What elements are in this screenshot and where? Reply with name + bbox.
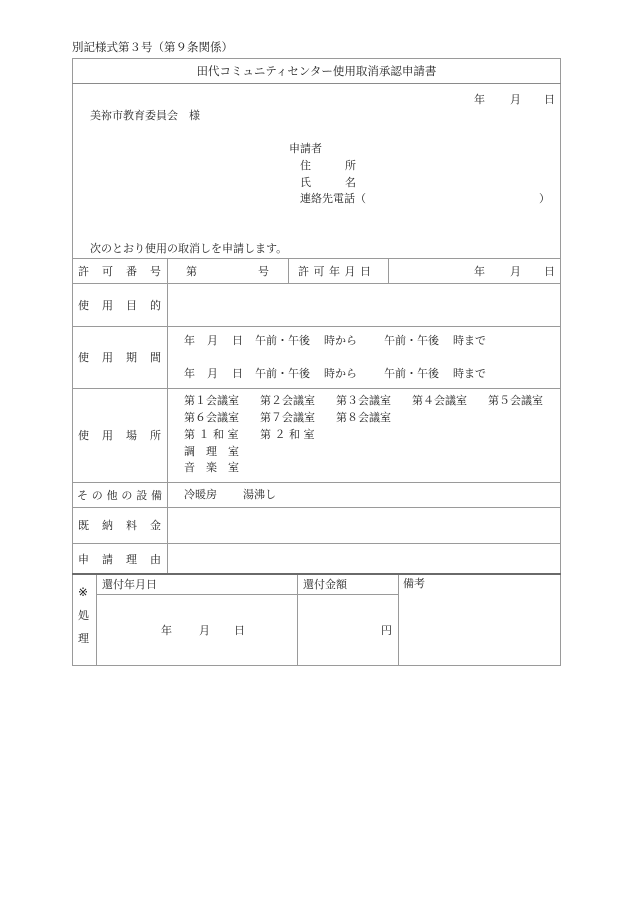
period-to: 時まで	[453, 367, 486, 380]
label-char: の	[121, 488, 133, 502]
label-char: 申	[78, 552, 89, 566]
equipment-option-aircon[interactable]: 冷暖房	[184, 488, 217, 501]
label-char: 番	[126, 264, 137, 278]
label-char: 許	[78, 264, 89, 278]
phone-label: 連絡先電話（	[300, 192, 366, 205]
permit-date-month: 月	[510, 265, 521, 278]
room-option[interactable]: 第 ２ 和 室	[260, 428, 315, 441]
period-to: 時まで	[453, 334, 486, 347]
label-char: 号	[150, 264, 161, 278]
room-option[interactable]: 第４会議室	[412, 394, 467, 407]
label-char: 目	[126, 298, 137, 312]
note-mark-icon: ※	[78, 585, 89, 599]
room-option[interactable]: 第６会議室	[184, 411, 239, 424]
form-reference: 別記様式第３号（第９条関係）	[72, 40, 233, 54]
label-char: 所	[150, 429, 161, 442]
label-char: 用	[102, 351, 113, 364]
label-char: 場	[126, 429, 137, 442]
room-option[interactable]: 第７会議室	[260, 411, 315, 424]
form-title: 田代コミュニティセンター使用取消承認申請書	[196, 64, 437, 78]
room-option[interactable]: 第８会議室	[336, 411, 391, 424]
label-char: 料	[126, 519, 137, 532]
processing-label-2: 理	[78, 632, 89, 645]
address-label-1: 住	[300, 159, 311, 172]
remarks-header: 備考	[403, 577, 425, 590]
period-month: 月	[207, 367, 218, 380]
table-border-bottom	[72, 665, 561, 666]
period-from: 時から	[324, 334, 357, 347]
period-from: 時から	[324, 367, 357, 380]
equipment-label	[72, 482, 167, 507]
label-char: 使	[78, 351, 89, 364]
period-day: 日	[232, 334, 243, 347]
phone-close-paren: ）	[539, 192, 550, 205]
col-divider	[388, 258, 389, 283]
label-char: 由	[150, 552, 161, 566]
purpose-field[interactable]	[168, 284, 560, 325]
date-month-label: 月	[510, 93, 521, 106]
room-option[interactable]: 第１会議室	[184, 394, 239, 407]
permit-date-label: 許 可 年 月 日	[298, 265, 372, 278]
room-option[interactable]: 第３会議室	[336, 394, 391, 407]
label-char: 間	[150, 351, 161, 364]
statement: 次のとおり使用の取消しを申請します。	[90, 242, 288, 255]
label-char: 納	[102, 519, 113, 532]
section-divider-thick	[72, 573, 561, 575]
refund-date-header: 還付年月日	[102, 578, 157, 591]
name-label-2: 名	[345, 176, 356, 189]
processing-label-1: 処	[78, 609, 89, 622]
label-char: 用	[102, 298, 113, 312]
addressee: 美祢市教育委員会 様	[90, 109, 200, 122]
room-option[interactable]: 第 １ 和 室	[184, 428, 239, 441]
refund-yen-unit: 円	[381, 624, 392, 637]
reason-field[interactable]	[168, 544, 560, 573]
purpose-label	[72, 283, 167, 326]
period-day: 日	[232, 367, 243, 380]
refund-year: 年	[161, 624, 172, 637]
period-label	[72, 326, 167, 388]
label-char: 期	[126, 351, 137, 364]
processing-header-divider	[96, 594, 398, 595]
col-divider	[96, 575, 97, 665]
label-char: 他	[106, 488, 118, 502]
name-label-1: 氏	[300, 176, 311, 189]
label-char: 既	[78, 519, 89, 532]
room-option[interactable]: 第２会議室	[260, 394, 315, 407]
label-char: の	[91, 488, 103, 502]
period-year: 年	[184, 334, 195, 347]
period-year: 年	[184, 367, 195, 380]
label-char: そ	[77, 488, 88, 502]
period-ampm-to[interactable]: 午前・午後	[384, 367, 439, 380]
reason-label	[72, 543, 167, 574]
refund-amount-header: 還付金額	[303, 578, 347, 591]
label-char: 設	[136, 488, 148, 502]
permit-no-go: 号	[258, 265, 269, 278]
label-char: 請	[102, 552, 113, 566]
refund-month: 月	[199, 624, 210, 637]
table-border-top	[72, 58, 561, 59]
place-label	[72, 388, 167, 482]
room-option[interactable]: 第５会議室	[488, 394, 543, 407]
paid-fee-label	[72, 507, 167, 543]
paid-fee-field[interactable]	[168, 508, 560, 542]
address-label-2: 所	[345, 159, 356, 172]
label-char: 用	[102, 429, 113, 442]
label-char: 使	[78, 429, 89, 442]
date-year-label: 年	[474, 93, 485, 106]
label-char: 使	[78, 298, 89, 312]
permit-no-dai: 第	[186, 265, 197, 278]
room-option[interactable]: 調 理 室	[184, 445, 239, 458]
col-divider	[288, 258, 289, 283]
room-option[interactable]: 音 楽 室	[184, 461, 239, 474]
period-ampm-from[interactable]: 午前・午後	[255, 334, 310, 347]
date-day-label: 日	[544, 93, 555, 106]
label-char: 理	[126, 552, 137, 566]
refund-day: 日	[234, 624, 245, 637]
permit-date-day: 日	[544, 265, 555, 278]
label-char: 的	[150, 298, 161, 312]
label-char: 備	[150, 488, 162, 502]
col-divider	[398, 575, 399, 665]
permit-date-year: 年	[474, 265, 485, 278]
label-char: 可	[102, 264, 113, 278]
applicant-heading: 申請者	[289, 142, 322, 155]
title-divider	[72, 83, 561, 84]
period-month: 月	[207, 334, 218, 347]
period-ampm-to[interactable]: 午前・午後	[384, 334, 439, 347]
col-divider	[297, 575, 298, 665]
equipment-option-kettle[interactable]: 湯沸し	[243, 488, 276, 501]
permit-no-label	[72, 258, 167, 283]
period-ampm-from[interactable]: 午前・午後	[255, 367, 310, 380]
label-char: 金	[150, 519, 161, 532]
